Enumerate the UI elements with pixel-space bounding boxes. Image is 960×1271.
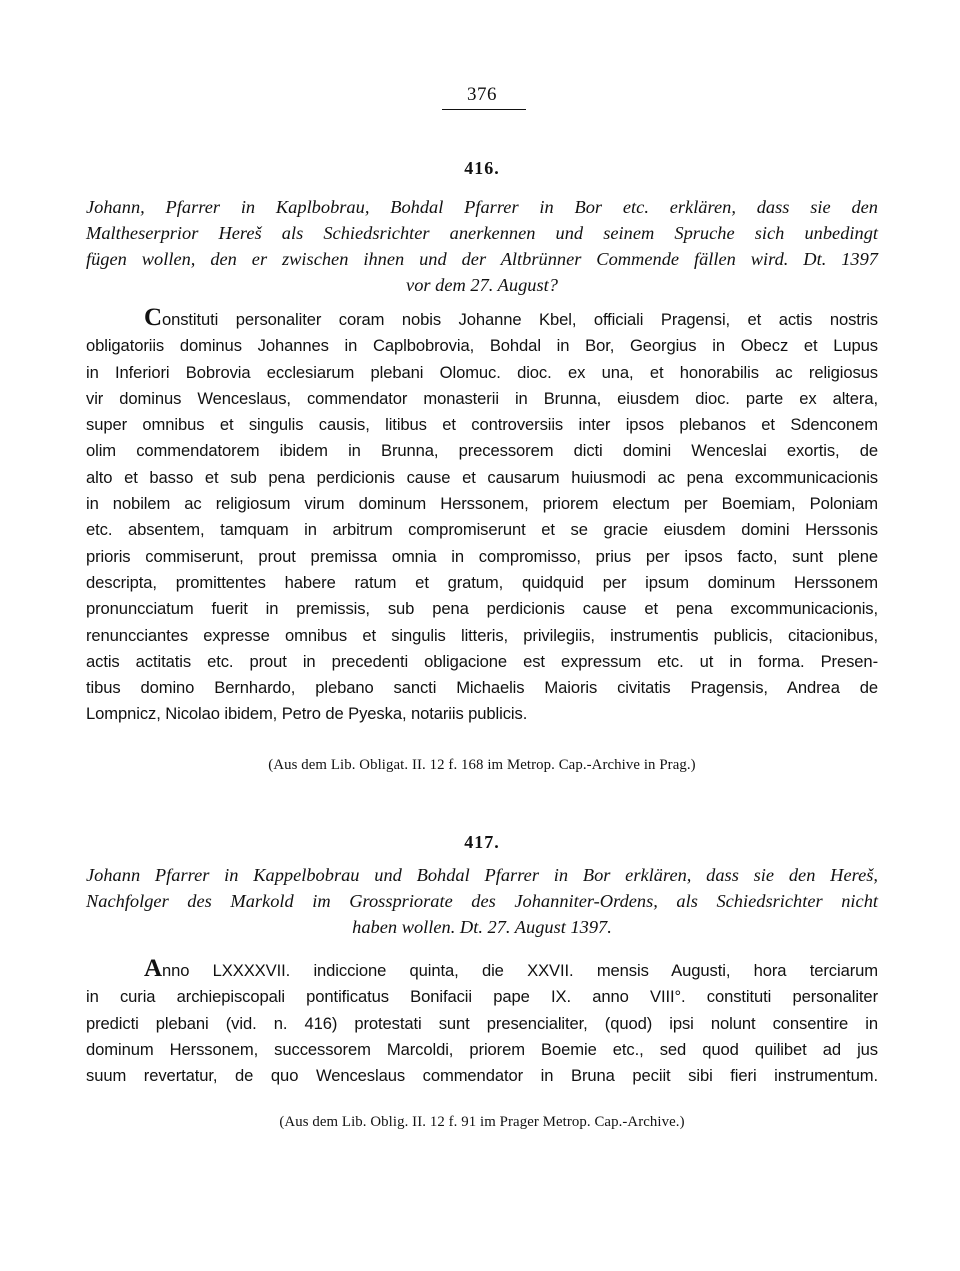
text-line: in Inferiori Bobrovia ecclesiarum plebani Olomuc. dioc. ex una, et honorabilis ac religiosus (86, 362, 878, 382)
regest-line: Nachfolger des Markold im Grosspriorate des Johanniter-Ordens, als Schiedsrichter nicht (86, 891, 878, 911)
document-regest (86, 862, 878, 940)
regest-line: fügen wollen, den er zwischen ihnen und der Altbrünner Commende fällen wird. Dt. 1397 (86, 249, 878, 269)
initial-letter: C (144, 304, 162, 331)
text-line: actis actitatis etc. prout in precedenti obligacione est expressum etc. ut in forma. Presen- (86, 651, 878, 671)
text-line: super omnibus et singulis causis, litibus et controversiis inter ipsos plebanos et Sdenconem (86, 415, 878, 435)
regest-line: haben wollen. Dt. 27. August 1397. (352, 917, 612, 937)
text-line: alto et basso et sub pena perdicionis cause et causarum huiusmodi ac pena excommunicacionis (86, 467, 878, 487)
page-number-rule (442, 109, 526, 110)
text-line: nno LXXXXVII. indiccione quinta, die XXVII. mensis Augusti, hora terciarum (161, 961, 878, 980)
source-citation: (Aus dem Lib. Obligat. II. 12 f. 168 im Metrop. Cap.-Archive in Prag.) (268, 757, 696, 773)
text-line: obligatoriis dominus Johannes in Caplbobrovia, Bohdal in Bor, Georgius in Obecz et Lupus (86, 336, 878, 356)
text-line: Lompnicz, Nicolao ibidem, Petro de Pyeska, notariis publicis. (86, 704, 528, 724)
text-line: suum revertatur, de quo Wenceslaus commendator in Bruna peciit sibi fieri instrumentum. (86, 1066, 878, 1086)
document-text (86, 305, 878, 728)
text-line: descripta, promittentes habere ratum et gratum, quidquid per ipsum dominum Herssonem (86, 572, 878, 592)
text-line: renuncciantes expresse omnibus et singulis litteris, privilegiis, instrumentis publicis, citacionibus, (86, 625, 878, 645)
document-regest (86, 194, 878, 298)
text-line: tibus domino Bernhardo, plebano sancti Michaelis Maioris civitatis Pragensis, Andrea de (86, 678, 878, 698)
document-text (86, 956, 878, 1089)
text-line: olim commendatorem ibidem in Brunna, precessorem dicti domini Wenceslai exortis, de (86, 441, 878, 461)
text-line: in nobilem ac religiosum virum dominum Herssonem, priorem electum per Boemiam, Poloniam (86, 494, 878, 514)
regest-line: Johann, Pfarrer in Kaplbobrau, Bohdal Pfarrer in Bor etc. erklären, dass sie den (86, 197, 878, 217)
source-citation: (Aus dem Lib. Oblig. II. 12 f. 91 im Prager Metrop. Cap.-Archive.) (279, 1114, 685, 1130)
text-line: predicti plebani (vid. n. 416) protestati sunt presencialiter, (quod) ipsi nolunt consentire in (86, 1013, 878, 1033)
text-line: pronuncciatum fuerit in premissis, sub pena perdicionis cause et pena excommunicacionis, (86, 599, 878, 619)
regest-line: Maltheserprior Hereš als Schiedsrichter anerkennen und seinem Spruche sich unbedingt (86, 223, 878, 243)
text-line: vir dominus Wenceslaus, commendator monasterii in Brunna, eiusdem dioc. parte ex altera, (86, 388, 878, 408)
text-line: onstituti personaliter coram nobis Johanne Kbel, officiali Pragensi, et actis nostris (161, 310, 878, 329)
text-line: dominum Herssonem, successorem Marcoldi, priorem Boemie etc., sed quod quilibet ad jus (86, 1039, 878, 1059)
initial-letter: A (144, 955, 162, 982)
text-line: in curia archiepiscopali pontificatus Bonifacii pape IX. anno VIII°. constituti personaliter (86, 987, 878, 1007)
document-number: 416. (464, 158, 500, 178)
document-number: 417. (464, 832, 500, 852)
regest-line: Johann Pfarrer in Kappelbobrau und Bohdal Pfarrer in Bor erklären, dass sie den Hereš, (86, 865, 878, 885)
page-number: 376 (467, 84, 497, 105)
text-line: etc. absentem, tamquam in arbitrum compromiserunt et se gracie eiusdem domini Herssonis (86, 520, 878, 540)
text-line: prioris commiserunt, prout premissa omnia in compromisso, prius per ipsos facto, sunt plene (86, 546, 878, 566)
regest-line: vor dem 27. August? (406, 275, 558, 295)
